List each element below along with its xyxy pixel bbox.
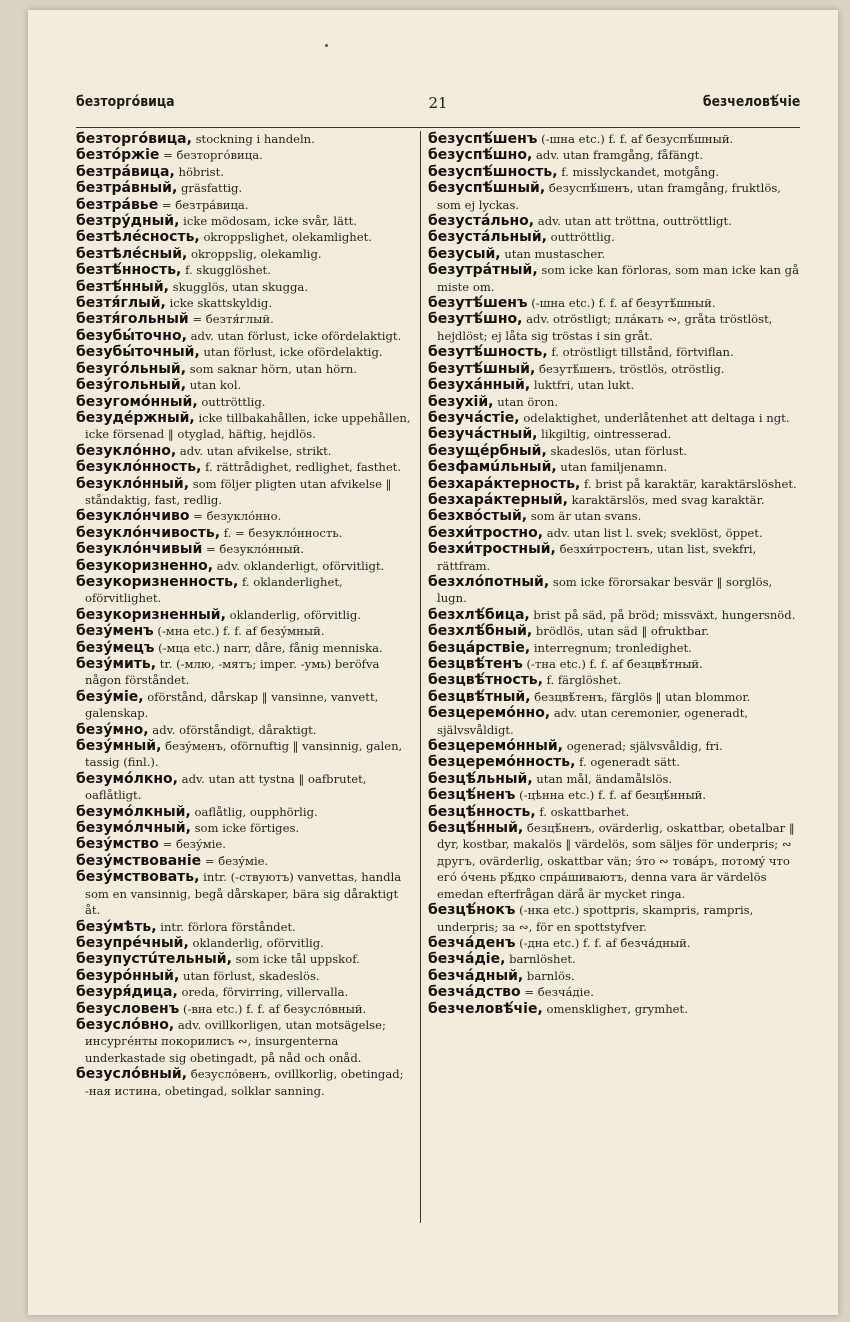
dictionary-entry: [428, 295, 802, 311]
dictionary-entry: [76, 279, 412, 295]
entry-definition: utan mål, ändamålslös.: [536, 771, 673, 786]
entry-definition: f. skugglöshet.: [185, 263, 271, 278]
entry-headword: безцѣ́ненъ: [428, 787, 516, 804]
dictionary-entry: [76, 213, 412, 229]
header-right-headword: безчеловѣ́чіе: [702, 94, 800, 110]
entry-headword: безчеловѣ́чіе,: [428, 1000, 543, 1017]
entry-definition: odelaktighet, underlåtenhet att deltaga i ngt.: [523, 410, 790, 425]
entry-headword: безхарáктерность,: [428, 475, 581, 492]
entry-headword: безцвѣ́тенъ: [428, 656, 523, 672]
dictionary-page: [28, 10, 838, 1315]
entry-headword: безýгольный,: [76, 377, 187, 394]
dictionary-entry: [428, 492, 802, 508]
entry-headword: безтѣ́нный,: [76, 278, 169, 295]
dictionary-entry: [76, 1017, 412, 1066]
dictionary-entry: [428, 804, 802, 820]
entry-headword: безчáдство: [428, 984, 521, 1001]
header-rule: [76, 127, 800, 128]
entry-headword: безýменъ: [76, 623, 154, 640]
entry-definition: = безýміе.: [162, 837, 226, 852]
dictionary-entry: [428, 705, 802, 738]
entry-definition: brist på säd, på bröd; missväxt, hungersnöd.: [533, 607, 796, 622]
dictionary-entry: [428, 147, 802, 163]
entry-headword: безухій,: [428, 393, 494, 410]
entry-definition: безцѣ́ненъ, ovärderlig, oskattbar, obetalbar ‖ dyr, kostbar, makalös ‖ värdelös, som säljes för underpris; ∾ другъ, ovärderlig, oskattbar vän; э́то ∾ товáръ, потомý что егó óчень рѣ́дко спрáшиваютъ, denna vara är värdelös emedan efterfrågan därå är mycket ringa.: [437, 821, 795, 901]
entry-headword: безхлѣ́бица,: [428, 606, 530, 623]
dictionary-entry: [428, 574, 802, 607]
dictionary-entry: [76, 771, 412, 804]
entry-headword: безумóлкный,: [76, 803, 191, 820]
dictionary-entry: [76, 361, 412, 377]
dictionary-entry: [76, 820, 412, 836]
entry-definition: ogenerad; självsvåldig, fri.: [566, 739, 723, 754]
entry-headword: безукоризненно,: [76, 557, 214, 574]
dictionary-entry: [428, 820, 802, 902]
entry-headword: безтрáвье: [76, 196, 159, 213]
entry-definition: adv. utan framgång, fåfängt.: [535, 148, 704, 163]
entry-definition: f. = безуклóнность.: [223, 525, 343, 540]
dictionary-entry: [428, 738, 802, 754]
dictionary-entry: [76, 968, 412, 984]
entry-definition: adv. utan att tystna ‖ oafbrutet, oaflåtligt.: [85, 771, 367, 803]
entry-definition: f. brist på karaktär, karaktärslöshet.: [584, 476, 797, 491]
entry-headword: безутрáтный,: [428, 262, 538, 279]
dictionary-entry: [428, 180, 802, 213]
entry-definition: = безуклóнно.: [193, 509, 282, 524]
entry-headword: безторгóвица,: [76, 131, 192, 147]
entry-definition: barnlöshet.: [509, 952, 576, 967]
entry-headword: безцеремóнно,: [428, 705, 551, 722]
entry-headword: безхлóпотный,: [428, 573, 550, 590]
entry-headword: безуклóнчивость,: [76, 524, 221, 541]
entry-definition: likgiltig, ointresserad.: [541, 427, 672, 442]
right-column: [428, 131, 802, 1017]
entry-headword: безутѣ́шный,: [428, 360, 536, 377]
dictionary-entry: [76, 623, 412, 639]
entry-headword: безубы́точно,: [76, 327, 187, 344]
dictionary-entry: [428, 1001, 802, 1017]
dictionary-entry: [76, 131, 412, 147]
entry-definition: icke skattskyldig.: [169, 296, 273, 311]
entry-definition: intr. (-ствуютъ) vanvettas, handla som en vansinnig, begå dårskaper, bära sig dåraktigt åt.: [85, 870, 402, 918]
dictionary-entry: [76, 951, 412, 967]
entry-headword: безукоризненный,: [76, 606, 226, 623]
entry-definition: barnlös.: [526, 968, 575, 983]
entry-definition: som icke tål uppskof.: [235, 952, 360, 967]
entry-headword: безубы́точный,: [76, 344, 200, 361]
dictionary-entry: [428, 443, 802, 459]
dictionary-entry: [428, 771, 802, 787]
entry-definition: utan förlust, icke ofördelaktig.: [203, 345, 383, 360]
dictionary-entry: [428, 607, 802, 623]
entry-definition: f. färglöshet.: [546, 673, 622, 688]
dictionary-entry: [428, 131, 802, 147]
dictionary-entry: [76, 246, 412, 262]
entry-definition: intr. förlora förståndet.: [160, 919, 296, 934]
entry-headword: безцѣ́льный,: [428, 770, 533, 787]
entry-definition: f. ogeneradt sätt.: [579, 755, 681, 770]
entry-headword: безцеремóнный,: [428, 738, 563, 755]
entry-definition: oförstånd, dårskap ‖ vansinne, vanvett, galenskap.: [85, 689, 379, 721]
entry-headword: безтрýдный,: [76, 213, 180, 230]
entry-headword: безцвѣ́тность,: [428, 672, 543, 689]
entry-definition: adv. ovillkorligen, utan motsägelse; инсургéнты покорилисъ ∾, insurgenterna underkastade sig obetingadt, på nåd och onåd.: [85, 1017, 386, 1065]
dictionary-entry: [428, 213, 802, 229]
entry-headword: безукоризненность,: [76, 573, 239, 590]
entry-headword: безустáльный,: [428, 229, 547, 246]
entry-headword: безхлѣ́бный,: [428, 623, 533, 640]
entry-definition: adv. utan att tröttna, outtröttligt.: [537, 214, 732, 229]
entry-headword: безуклóнный,: [76, 475, 190, 492]
entry-headword: безутѣ́шность,: [428, 344, 548, 361]
entry-headword: безупустúтельный,: [76, 951, 232, 968]
entry-definition: omenskligheт, grymhet.: [546, 1001, 688, 1016]
entry-headword: безцѣ́нный,: [428, 820, 524, 837]
dictionary-entry: [76, 295, 412, 311]
entry-definition: icke mödosam, icke svår, lätt.: [183, 214, 357, 229]
entry-headword: безхи́тростно,: [428, 524, 544, 541]
entry-definition: безцвѣ́тенъ, färglös ‖ utan blommor.: [534, 689, 751, 704]
entry-headword: безумóлкно,: [76, 770, 178, 787]
dictionary-entry: [76, 508, 412, 524]
dictionary-entry: [76, 738, 412, 771]
entry-definition: skugglös, utan skugga.: [172, 279, 309, 294]
dictionary-entry: [76, 262, 412, 278]
entry-headword: безуклóнчивый: [76, 541, 203, 558]
dictionary-entry: [428, 361, 802, 377]
dictionary-entry: [76, 919, 412, 935]
dictionary-entry: [76, 935, 412, 951]
dictionary-entry: [76, 459, 412, 475]
entry-definition: oreda, förvirring, villervalla.: [181, 985, 349, 1000]
entry-headword: безтѣлéсность,: [76, 229, 200, 246]
entry-definition: som icke förorsakar besvär ‖ sorglös, lugn.: [437, 574, 773, 606]
entry-definition: utan mustascher.: [504, 246, 606, 261]
entry-headword: безтя́гольный: [76, 311, 189, 328]
dictionary-entry: [428, 394, 802, 410]
entry-definition: som saknar hörn, utan hörn.: [189, 361, 357, 376]
entry-headword: безумóлчный,: [76, 820, 191, 837]
entry-definition: adv. utan förlust, icke ofördelaktigt.: [190, 328, 402, 343]
entry-definition: outtröttlig.: [201, 394, 266, 409]
entry-headword: безуспѣ́шно,: [428, 147, 533, 164]
entry-headword: безухáнный,: [428, 377, 531, 394]
dictionary-entry: [76, 180, 412, 196]
dictionary-entry: [76, 377, 412, 393]
entry-definition: tr. (-млю, -мятъ; imper. -умь) beröfva någon förståndet.: [85, 657, 380, 688]
dictionary-entry: [428, 951, 802, 967]
dictionary-entry: [428, 459, 802, 475]
entry-headword: безтя́глый,: [76, 295, 166, 312]
dictionary-entry: [76, 229, 412, 245]
entry-headword: безхарáктерный,: [428, 491, 568, 508]
entry-definition: = безторгóвица.: [163, 148, 263, 163]
entry-headword: безýмецъ: [76, 639, 155, 656]
dictionary-entry: [76, 147, 412, 163]
entry-headword: безучáстіе,: [428, 409, 520, 426]
dictionary-entry: [428, 902, 802, 935]
entry-definition: luktfri, utan lukt.: [533, 378, 635, 393]
entry-headword: безýмствовать,: [76, 869, 200, 886]
entry-definition: f. misslyckandet, motgång.: [561, 164, 720, 179]
entry-headword: безцеремóнность,: [428, 754, 576, 771]
dictionary-entry: [76, 164, 412, 180]
dictionary-entry: [76, 1066, 412, 1099]
entry-definition: icke tillbakahållen, icke uppehållen, icke försenad ‖ otyglad, häftig, hejdlös.: [85, 410, 411, 442]
dictionary-entry: [76, 344, 412, 360]
entry-definition: adv. utan afvikelse, strikt.: [179, 443, 332, 458]
entry-headword: безфамúльный,: [428, 459, 557, 476]
entry-definition: adv. oförståndigt, dåraktigt.: [152, 722, 317, 737]
dictionary-entry: [76, 311, 412, 327]
dictionary-entry: [428, 968, 802, 984]
entry-headword: безусый,: [428, 245, 501, 262]
entry-definition: som är utan svans.: [530, 509, 642, 524]
entry-definition: skadeslös, utan förlust.: [550, 443, 688, 458]
dictionary-entry: [76, 476, 412, 509]
dictionary-entry: [76, 558, 412, 574]
entry-headword: безýмѣть,: [76, 918, 157, 935]
entry-headword: безурóнный,: [76, 967, 180, 984]
entry-definition: = безуклóнный.: [206, 542, 305, 557]
entry-headword: безущéрбный,: [428, 442, 547, 459]
dictionary-entry: [76, 607, 412, 623]
dictionary-entry: [428, 476, 802, 492]
entry-headword: безýмствованіе: [76, 852, 202, 869]
entry-headword: безуря́дица,: [76, 984, 178, 1001]
entry-definition: okroppslighet, olekamlighet.: [203, 230, 372, 245]
dictionary-entry: [428, 426, 802, 442]
entry-definition: (-шна etc.) f. f. af безуспѣ́шный.: [541, 132, 734, 146]
ink-speck: [325, 44, 328, 47]
entry-headword: безтрáвный,: [76, 180, 178, 197]
dictionary-entry: [428, 410, 802, 426]
entry-definition: = безчáдіе.: [524, 985, 594, 1000]
entry-headword: безцáрствіе,: [428, 639, 531, 656]
entry-headword: безутѣ́шенъ: [428, 295, 528, 312]
entry-headword: безтѣлéсный,: [76, 245, 188, 262]
entry-definition: interregnum; tronledighet.: [533, 640, 692, 655]
entry-definition: (-вна etc.) f. f. af безусло́вный.: [182, 1001, 367, 1016]
dictionary-entry: [428, 246, 802, 262]
entry-headword: безуклóнно,: [76, 442, 177, 459]
dictionary-entry: [76, 836, 412, 852]
dictionary-entry: [428, 754, 802, 770]
entry-definition: = безýміе.: [204, 853, 269, 868]
entry-headword: безýмство: [76, 836, 159, 853]
dictionary-entry: [428, 672, 802, 688]
dictionary-entry: [76, 722, 412, 738]
entry-headword: безусловенъ: [76, 1000, 180, 1017]
entry-headword: безуспѣ́шенъ: [428, 131, 538, 147]
entry-definition: безхи́тростенъ, utan list, svekfri, rättfram.: [437, 542, 757, 573]
dictionary-entry: [428, 640, 802, 656]
entry-headword: безусло́вно,: [76, 1016, 175, 1033]
entry-definition: (-цѣнна etc.) f. f. af безцѣ́нный.: [519, 788, 707, 803]
dictionary-entry: [76, 574, 412, 607]
entry-definition: (-мца etc.) narr, dåre, fånig menniska.: [158, 640, 383, 655]
page-header: [76, 94, 800, 120]
entry-definition: безутѣ́шенъ, tröstlös, otröstlig.: [538, 361, 725, 376]
entry-headword: безтрáвица,: [76, 163, 175, 180]
column-divider: [420, 131, 421, 1223]
entry-headword: безуспѣ́шный,: [428, 180, 546, 197]
entry-definition: (-мна etc.) f. f. af безýмный.: [157, 624, 325, 639]
entry-definition: (-дна etc.) f. f. af безчáдный.: [519, 935, 691, 950]
entry-definition: = безтрáвица.: [161, 197, 249, 212]
entry-headword: безхвóстый,: [428, 508, 528, 525]
entry-headword: безтóржіе: [76, 147, 160, 164]
left-column: [76, 131, 412, 1099]
entry-definition: adv. utan ceremonier, ogeneradt, självsvåldigt.: [437, 706, 749, 737]
dictionary-entry: [428, 508, 802, 524]
entry-definition: f. oskattbarhet.: [539, 804, 630, 819]
entry-definition: som följer pligten utan afvikelse ‖ ståndaktig, fast, redlig.: [85, 476, 392, 507]
dictionary-entry: [428, 935, 802, 951]
dictionary-entry: [428, 344, 802, 360]
entry-definition: utan förlust, skadeslös.: [183, 968, 320, 983]
dictionary-entry: [76, 541, 412, 557]
entry-definition: f. oklanderlighet, oförvitlighet.: [85, 574, 343, 606]
entry-definition: = безтя́глый.: [192, 312, 274, 327]
entry-headword: безупрéчный,: [76, 934, 189, 951]
entry-headword: безчáдный,: [428, 967, 524, 984]
entry-headword: безустáльно,: [428, 213, 535, 230]
entry-headword: безугомóнный,: [76, 393, 198, 410]
dictionary-entry: [76, 525, 412, 541]
entry-headword: безцѣ́нность,: [428, 803, 536, 820]
dictionary-entry: [428, 377, 802, 393]
entry-headword: безýмно,: [76, 721, 149, 738]
dictionary-entry: [76, 853, 412, 869]
entry-definition: oklanderlig, oförvitlig.: [192, 935, 324, 950]
entry-definition: f. otröstligt tillstånd, förtviflan.: [551, 345, 734, 360]
entry-definition: f. rättrådighet, redlighet, fasthet.: [205, 460, 402, 475]
entry-headword: безчáденъ: [428, 934, 516, 951]
entry-headword: безхи́тростный,: [428, 541, 556, 558]
entry-headword: безтѣ́нность,: [76, 262, 182, 279]
dictionary-entry: [428, 656, 802, 672]
entry-definition: utan öron.: [497, 394, 559, 409]
entry-headword: безýмить,: [76, 656, 157, 672]
page-number: 21: [428, 94, 448, 112]
entry-headword: безцѣ́нокъ: [428, 902, 516, 919]
entry-definition: brödlös, utan säd ‖ ofruktbar.: [535, 624, 710, 639]
entry-headword: безугóльный,: [76, 360, 187, 377]
dictionary-entry: [76, 869, 412, 918]
entry-definition: безуспѣ́шенъ, utan framgång, fruktlös, som ej lyckas.: [437, 181, 781, 212]
entry-definition: höbrist.: [178, 164, 224, 179]
entry-definition: adv. utan list l. svek; sveklöst, öppet.: [546, 525, 763, 540]
dictionary-entry: [428, 689, 802, 705]
entry-definition: gräsfattig.: [181, 181, 243, 196]
dictionary-entry: [428, 164, 802, 180]
entry-definition: utan familjenamn.: [560, 460, 668, 475]
entry-headword: безýміе,: [76, 688, 144, 705]
entry-definition: oaflåtlig, oupphörlig.: [194, 804, 318, 819]
entry-definition: безусло́венъ, ovillkorlig, obetingad; -ная истина, obetingad, solklar sanning.: [85, 1067, 404, 1098]
entry-headword: безуклóнчиво: [76, 508, 190, 525]
dictionary-entry: [428, 541, 802, 574]
dictionary-entry: [428, 311, 802, 344]
entry-definition: oklanderlig, oförvitlig.: [229, 607, 361, 622]
entry-definition: (-тна etc.) f. f. af безцвѣ́тный.: [526, 657, 703, 671]
entry-headword: безудéржный,: [76, 409, 195, 426]
dictionary-entry: [428, 262, 802, 295]
entry-headword: безусло́вный,: [76, 1066, 188, 1083]
entry-definition: adv. oklanderligt, oförvitligt.: [216, 558, 385, 573]
entry-headword: безцвѣ́тный,: [428, 688, 531, 705]
entry-headword: безчáдіе,: [428, 951, 506, 968]
dictionary-entry: [428, 984, 802, 1000]
dictionary-entry: [76, 689, 412, 722]
dictionary-entry: [76, 197, 412, 213]
dictionary-entry: [76, 804, 412, 820]
dictionary-entry: [428, 525, 802, 541]
entry-definition: stockning i handeln.: [195, 132, 315, 146]
entry-headword: безýмный,: [76, 738, 162, 755]
entry-definition: som icke kan förloras, som man icke kan gå miste om.: [437, 263, 800, 294]
dictionary-entry: [76, 328, 412, 344]
dictionary-entry: [76, 1001, 412, 1017]
dictionary-entry: [428, 623, 802, 639]
entry-definition: (-шна etc.) f. f. af безутѣ́шный.: [531, 296, 716, 311]
header-left-headword: безторгóвица: [76, 94, 175, 110]
entry-headword: безуспѣ́шность,: [428, 163, 558, 180]
entry-headword: безутѣ́шно,: [428, 311, 523, 328]
entry-definition: karaktärslös, med svag karaktär.: [571, 492, 765, 507]
entry-definition: adv. otröstligt; плáкать ∾, gråta tröstlöst, hejdlöst; ej låta sig tröstas i sin gråt.: [437, 312, 773, 343]
dictionary-entry: [76, 656, 412, 689]
entry-definition: outtröttlig.: [550, 230, 615, 245]
entry-headword: безуклóнность,: [76, 459, 202, 476]
dictionary-entry: [76, 410, 412, 443]
entry-definition: okroppslig, olekamlig.: [191, 246, 322, 261]
entry-headword: безучáстный,: [428, 426, 538, 443]
dictionary-entry: [428, 229, 802, 245]
dictionary-entry: [76, 984, 412, 1000]
entry-definition: utan kol.: [189, 378, 242, 393]
dictionary-entry: [76, 443, 412, 459]
dictionary-entry: [428, 787, 802, 803]
entry-definition: (-нка etc.) spottpris, skampris, rampris, underpris; за ∾, för en spottstyfver.: [437, 903, 754, 934]
dictionary-entry: [76, 640, 412, 656]
entry-definition: som icke förtiges.: [194, 821, 300, 836]
entry-definition: безýменъ, oförnuftig ‖ vansinnig, galen, tassig (finl.).: [85, 739, 403, 770]
dictionary-entry: [76, 394, 412, 410]
